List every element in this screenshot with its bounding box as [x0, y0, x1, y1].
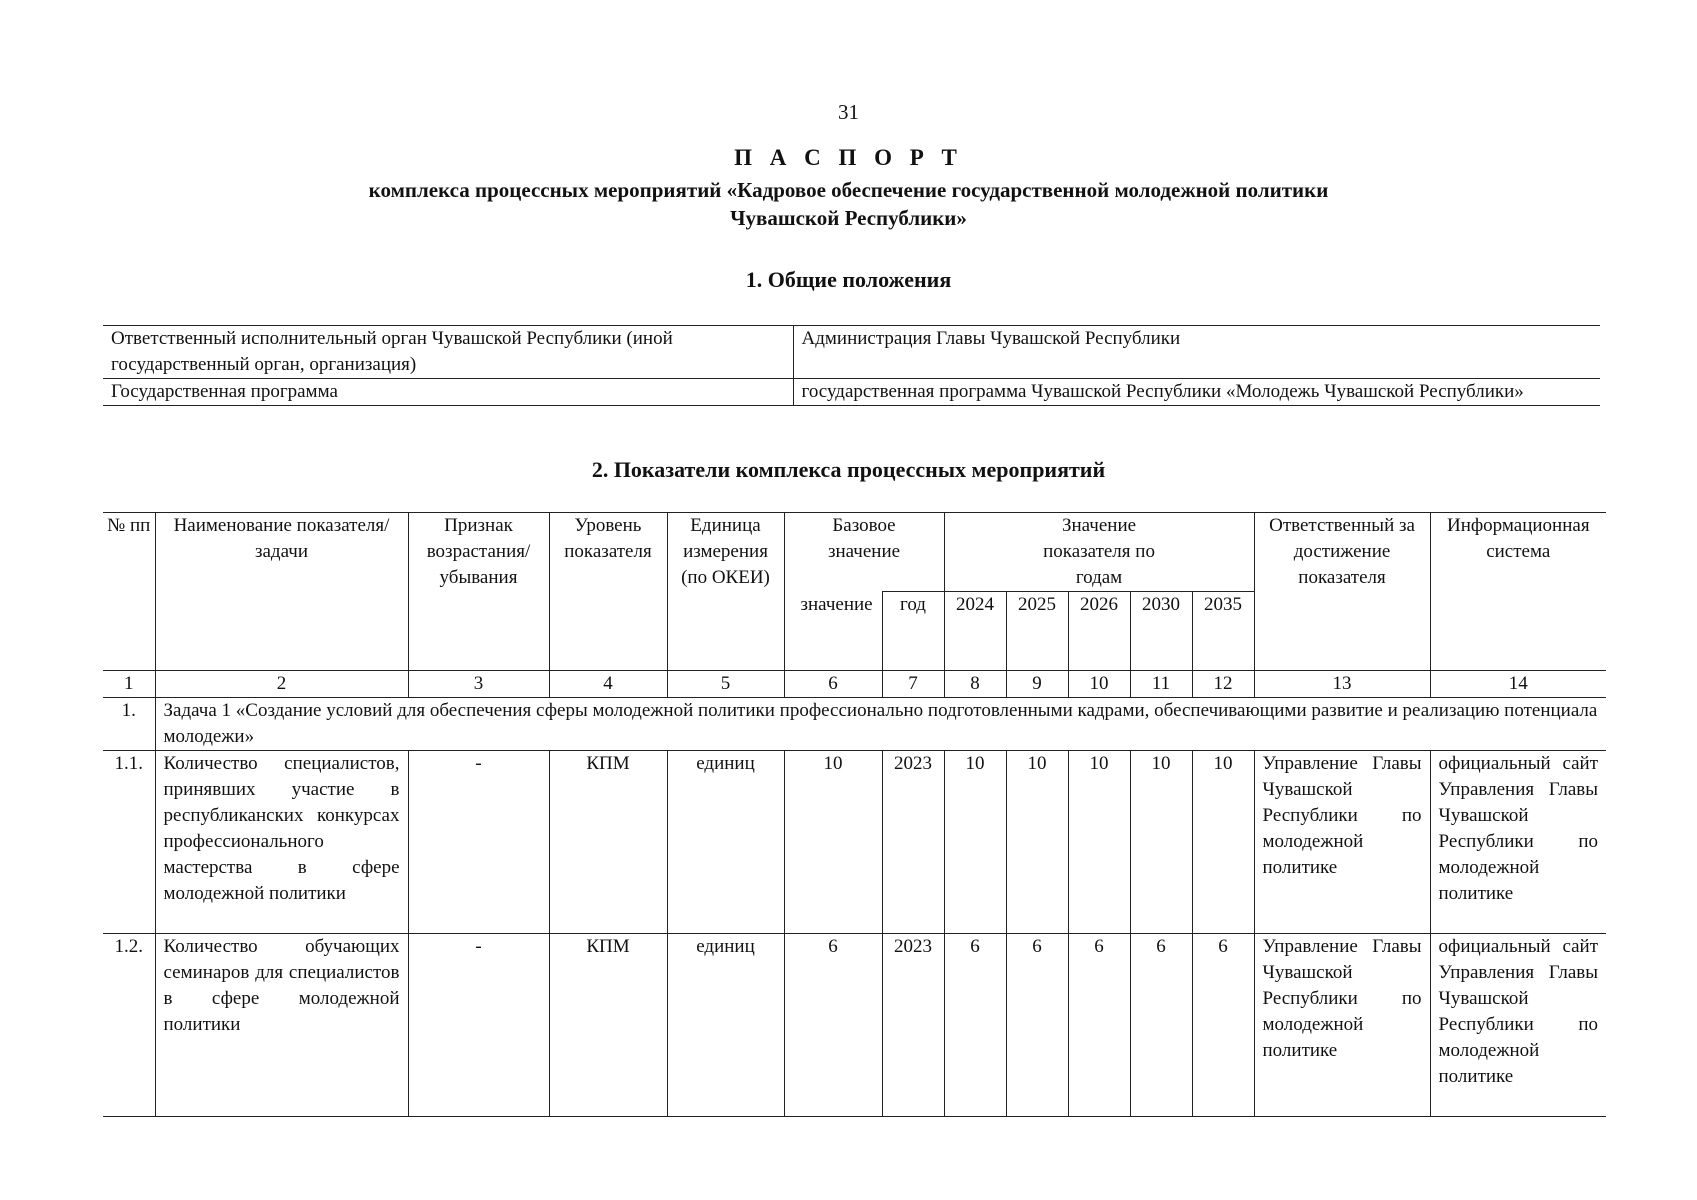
col-number: 9	[1006, 670, 1068, 697]
document-subtitle	[0, 176, 1697, 232]
header-year-2030: 2030	[1130, 592, 1192, 671]
row-sign: -	[408, 933, 549, 1116]
document-title: П А С П О Р Т	[734, 145, 963, 170]
general-provisions-table	[103, 325, 1600, 406]
row-info: официальный сайт Управления Главы Чувашской Республики по молодежной политике	[1430, 750, 1606, 933]
general-value: государственная программа Чувашской Республики «Молодежь Чувашской Республики»	[793, 379, 1600, 406]
col-number: 13	[1254, 670, 1430, 697]
section-1-title: 1. Общие положения	[745, 267, 952, 292]
row-level: КПМ	[549, 750, 667, 933]
row-name: Количество обучающих семинаров для специалистов в сфере молодежной политики	[155, 933, 408, 1116]
col-number: 1	[103, 670, 155, 697]
header-year-2026: 2026	[1068, 592, 1130, 671]
row-num: 1.2.	[103, 933, 155, 1116]
header-year-2025: 2025	[1006, 592, 1068, 671]
row-responsible: Управление Главы Чувашской Республики по молодежной политике	[1254, 750, 1430, 933]
header-info: Информационная система	[1430, 513, 1606, 671]
header-base-value: значение	[784, 592, 882, 671]
column-numbers-row	[103, 670, 1606, 697]
col-number: 14	[1430, 670, 1606, 697]
col-number: 2	[155, 670, 408, 697]
row-name: Количество специалистов, принявших участие в республиканских конкурсах профессионального мастерства в сфере молодежной политики	[155, 750, 408, 933]
row-value-2026: 6	[1068, 933, 1130, 1116]
table-row	[103, 750, 1606, 933]
header-responsible: Ответственный за достижение показателя	[1254, 513, 1430, 671]
col-number: 3	[408, 670, 549, 697]
general-value: Администрация Главы Чувашской Республики	[793, 326, 1600, 379]
header-row	[103, 513, 1606, 592]
row-value-2030: 6	[1130, 933, 1192, 1116]
row-base-year: 2023	[882, 750, 944, 933]
col-number: 5	[667, 670, 784, 697]
header-year-2035: 2035	[1192, 592, 1254, 671]
row-info: официальный сайт Управления Главы Чувашской Республики по молодежной политике	[1430, 933, 1606, 1116]
header-base: Базовое значение	[784, 513, 944, 592]
row-value-2025: 10	[1006, 750, 1068, 933]
col-number: 7	[882, 670, 944, 697]
task-num: 1.	[103, 697, 155, 750]
task-row	[103, 697, 1606, 750]
table-row	[103, 933, 1606, 1116]
page-number: 31	[838, 100, 859, 124]
row-base-value: 10	[784, 750, 882, 933]
header-year-2024: 2024	[944, 592, 1006, 671]
general-row	[103, 379, 1600, 406]
header-base-year: год	[882, 592, 944, 671]
header-unit: Единица измерения (по ОКЕИ)	[667, 513, 784, 671]
indicators-table	[103, 512, 1606, 1117]
task-text: Задача 1 «Создание условий для обеспечения сферы молодежной политики профессионально подготовленными кадрами, обеспечивающими развитие и реализацию потенциала молодежи»	[155, 697, 1606, 750]
header-by-years: Значение показателя по годам	[944, 513, 1254, 592]
row-value-2030: 10	[1130, 750, 1192, 933]
subtitle-line-2: Чувашской Республики»	[730, 206, 967, 230]
row-value-2025: 6	[1006, 933, 1068, 1116]
section-2-title: 2. Показатели комплекса процессных мероприятий	[591, 457, 1106, 482]
col-number: 12	[1192, 670, 1254, 697]
general-label: Ответственный исполнительный орган Чувашской Республики (иной государственный орган, организация)	[103, 326, 793, 379]
row-num: 1.1.	[103, 750, 155, 933]
col-number: 10	[1068, 670, 1130, 697]
row-responsible: Управление Главы Чувашской Республики по молодежной политике	[1254, 933, 1430, 1116]
row-base-value: 6	[784, 933, 882, 1116]
row-level: КПМ	[549, 933, 667, 1116]
row-base-year: 2023	[882, 933, 944, 1116]
row-value-2024: 10	[944, 750, 1006, 933]
header-num: № пп	[103, 513, 155, 671]
header-sign: Признак возрастания/убывания	[408, 513, 549, 671]
col-number: 6	[784, 670, 882, 697]
subtitle-line-1: комплекса процессных мероприятий «Кадровое обеспечение государственной молодежной политики	[368, 178, 1329, 202]
row-unit: единиц	[667, 933, 784, 1116]
general-label: Государственная программа	[103, 379, 793, 406]
col-number: 8	[944, 670, 1006, 697]
col-number: 4	[549, 670, 667, 697]
header-name: Наименование показателя/задачи	[155, 513, 408, 671]
col-number: 11	[1130, 670, 1192, 697]
row-value-2035: 10	[1192, 750, 1254, 933]
row-value-2026: 10	[1068, 750, 1130, 933]
row-value-2024: 6	[944, 933, 1006, 1116]
header-level: Уровень показателя	[549, 513, 667, 671]
general-row	[103, 326, 1600, 379]
row-sign: -	[408, 750, 549, 933]
row-value-2035: 6	[1192, 933, 1254, 1116]
row-unit: единиц	[667, 750, 784, 933]
